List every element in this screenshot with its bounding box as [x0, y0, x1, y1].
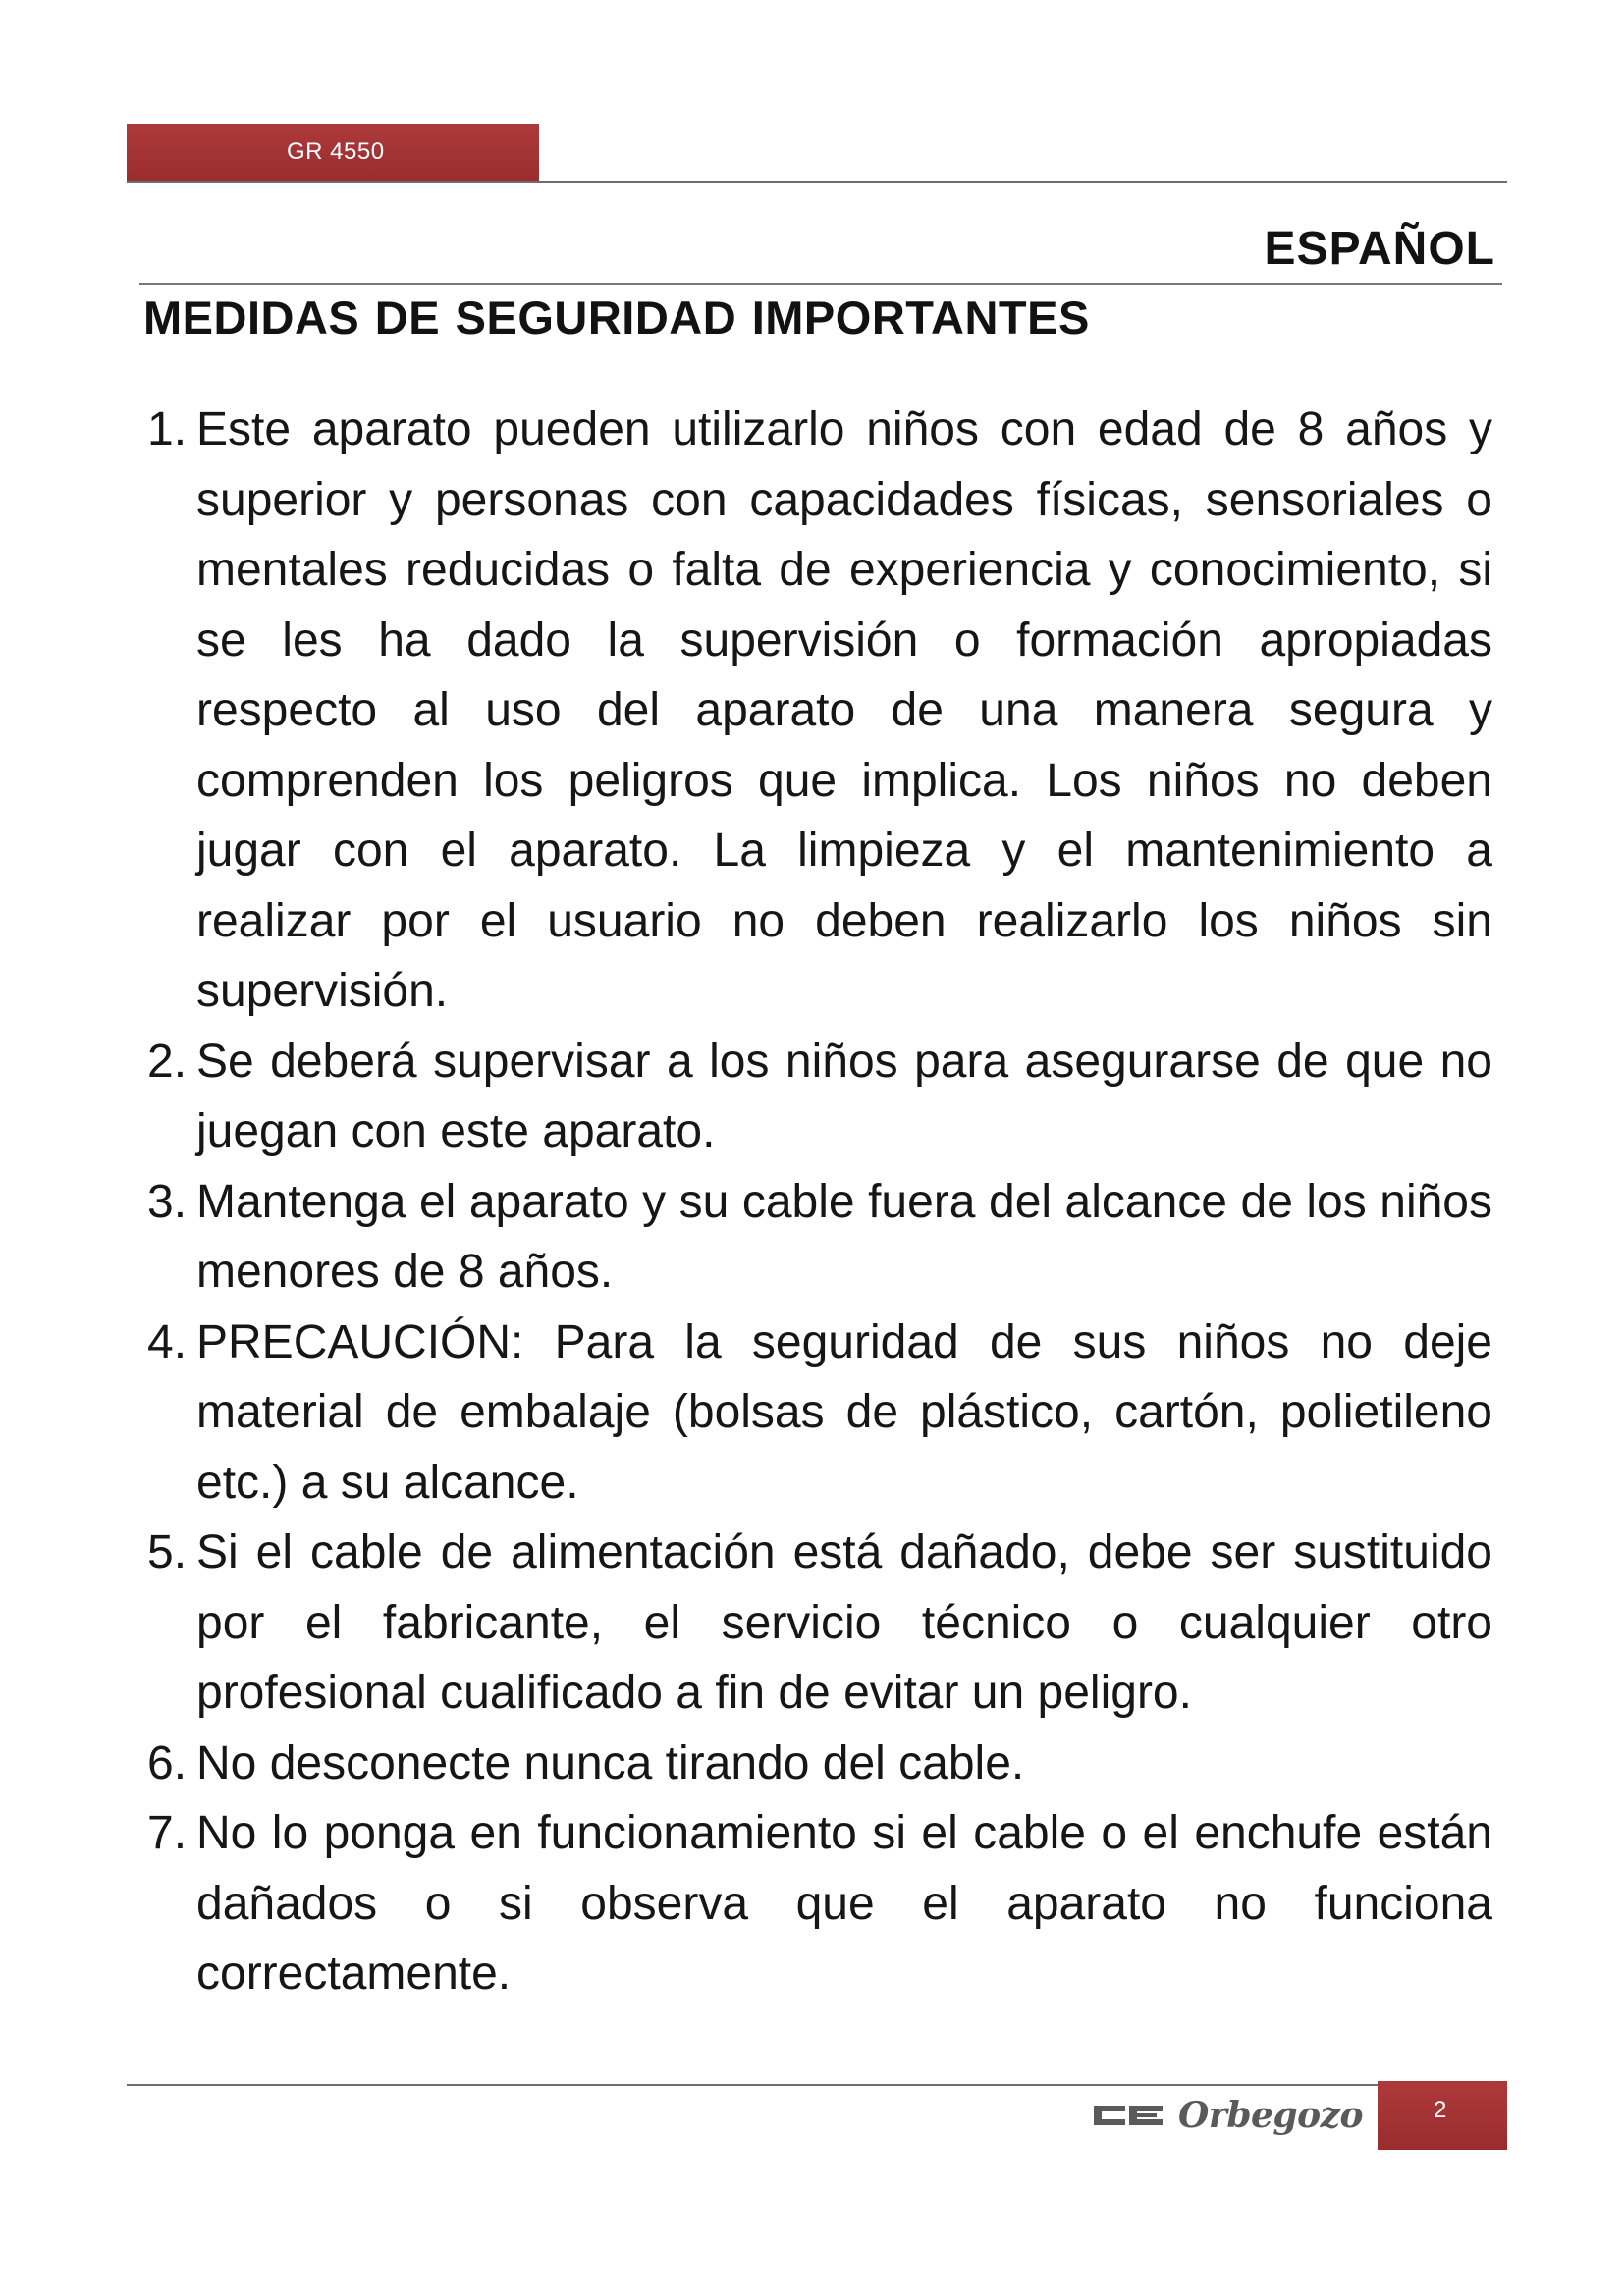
item-number: 6. [147, 1736, 188, 1789]
list-item [147, 1798, 1492, 2009]
page-number-tab [1378, 2081, 1507, 2150]
language-heading: ESPAÑOL [1264, 223, 1495, 275]
item-number: 5. [147, 1526, 188, 1578]
list-item [147, 1167, 1492, 1308]
page-title: MEDIDAS DE SEGURIDAD IMPORTANTES [143, 292, 1090, 344]
model-tab [127, 124, 539, 183]
list-item [147, 1518, 1492, 1729]
item-text: No lo ponga en funcionamiento si el cable o el enchufe están dañados o si observa que el aparato no funciona correctamente. [196, 1807, 1492, 2000]
item-text: No desconecte nunca tirando del cable. [196, 1736, 1025, 1789]
list-item [147, 1729, 1492, 1799]
item-number: 7. [147, 1807, 188, 1859]
item-number: 4. [147, 1315, 188, 1368]
item-number: 2. [147, 1035, 188, 1088]
item-text: Si el cable de alimentación está dañado, debe ser sustituido por el fabricante, el servicio técnico o cualquier otro profesional cualificado a fin de evitar un peligro. [196, 1526, 1492, 1719]
item-text: PRECAUCIÓN: Para la seguridad de sus niños no deje material de embalaje (bolsas de plástico, cartón, polietileno etc.) a su alcance. [196, 1315, 1492, 1509]
footer-divider [127, 2084, 1507, 2086]
list-item [147, 1308, 1492, 1519]
brand-name: Orbegozo [1178, 2095, 1364, 2136]
item-text: Se deberá supervisar a los niños para asegurarse de que no juegan con este aparato. [196, 1035, 1492, 1157]
orbegozo-logo-mark-icon [1092, 2102, 1164, 2129]
list-item [147, 1027, 1492, 1167]
page-number: 2 [1434, 2097, 1447, 2123]
item-text: Mantenga el aparato y su cable fuera del alcance de los niños menores de 8 años. [196, 1175, 1492, 1298]
item-number: 3. [147, 1175, 188, 1228]
item-number: 1. [147, 403, 188, 455]
safety-list [147, 395, 1492, 2009]
list-item [147, 395, 1492, 1027]
item-text: Este aparato pueden utilizarlo niños con edad de 8 años y superior y personas con capacidades físicas, sensoriales o mentales reducidas o falta de experiencia y conocimiento, si se les ha dado la supervisión o formación apropiadas respecto al uso del aparato de una manera segura y comprenden los peligros que implica. Los niños no deben jugar con el aparato. La limpieza y el mantenimiento a realizar por el usuario no deben realizarlo los niños sin supervisión. [196, 403, 1492, 1017]
model-label: GR 4550 [287, 138, 385, 165]
language-divider [139, 283, 1502, 285]
header-divider [127, 181, 1507, 183]
brand-logo [1092, 2095, 1364, 2136]
